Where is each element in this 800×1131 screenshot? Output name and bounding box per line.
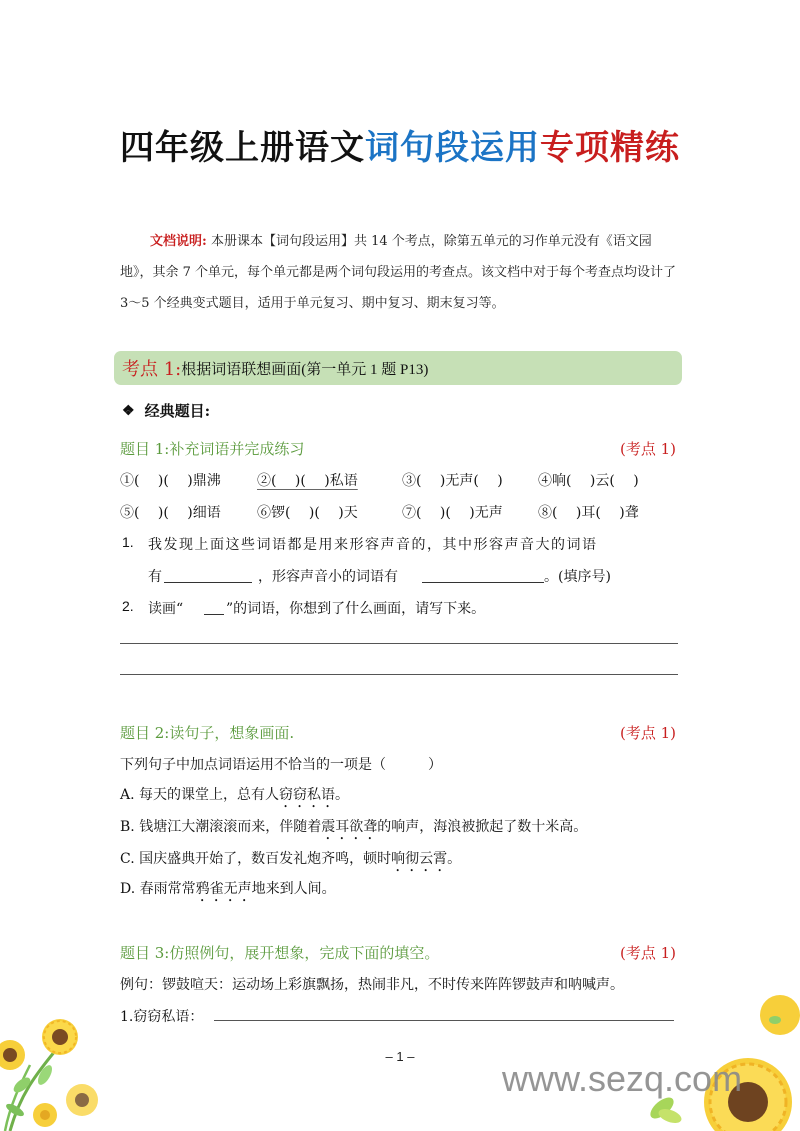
watermark: www.sezq.com xyxy=(502,1058,743,1099)
underline-sample xyxy=(204,600,224,615)
option-b[interactable] xyxy=(120,816,680,843)
question-2-tag: (考点 1) xyxy=(619,724,676,742)
option-c-prefix: C. 国庆盛典开始了，数百发礼炮齐鸣，顿时 xyxy=(120,851,392,867)
kaodian-label: 考点 1: xyxy=(122,359,182,380)
option-a-suffix: 。 xyxy=(335,787,350,803)
word-blank-1: ①( )( )鼎沸 xyxy=(120,473,221,489)
sunflower-left-icon xyxy=(0,1005,110,1131)
option-c[interactable] xyxy=(120,848,680,875)
answer-line-1[interactable] xyxy=(120,643,678,644)
question-2-title: 题目 2:读句子，想象画面. xyxy=(120,724,295,742)
word-blank-3: ③( )无声( ) xyxy=(402,473,503,489)
option-b-prefix: B. 钱塘江大潮滚滚而来，伴随着 xyxy=(120,819,322,835)
question-2-stem xyxy=(120,754,680,774)
question-3-title: 题目 3:仿照例句，展开想象，完成下面的填空。 xyxy=(120,944,440,962)
classic-questions-heading xyxy=(122,400,210,421)
question-3-answer-line[interactable] xyxy=(214,1020,674,1021)
question-1-header xyxy=(120,438,676,459)
q1-item-2-text-b: ”的词语，你想到了什么画面，请写下来。 xyxy=(226,601,486,617)
word-blank-8: ⑧( )耳( )聋 xyxy=(538,505,639,521)
option-c-dotted-word: 响彻云霄 xyxy=(391,851,448,867)
word-blank-5: ⑤( )( )细语 xyxy=(120,505,221,521)
q1-item-1-text-b: ，形容声音小的词语有 xyxy=(258,569,398,585)
option-d-dotted-word: 鸦雀无声 xyxy=(195,881,252,897)
question-3-header xyxy=(120,942,676,963)
document-description xyxy=(120,226,680,319)
kaodian-header-bar xyxy=(114,351,682,385)
classic-label: 经典题目: xyxy=(144,402,211,420)
option-a-dotted-word: 窃窃私语 xyxy=(279,787,336,803)
q1-item-1-number: 1. xyxy=(122,534,134,550)
question-3-example xyxy=(120,974,680,994)
title-part-practice: 专项精练 xyxy=(540,128,680,168)
question-1-title: 题目 1:补充词语并完成练习 xyxy=(120,440,305,458)
page-title xyxy=(0,120,800,169)
question-3-item-1 xyxy=(120,1006,680,1026)
word-blank-4: ④响( )云( ) xyxy=(538,473,639,489)
option-d[interactable] xyxy=(120,878,680,905)
description-text: 本册课本【词句段运用】共 14 个考点，除第五单元的习作单元没有《语文园地》，其余 7 个单元，每个单元都是两个词句段运用的考查点。该文档中对于每个考查点均设计了 3～5 个经典变式题目，适用于单元复习、期中复习、期末复习等。 xyxy=(120,234,677,311)
description-label: 文档说明: xyxy=(150,234,207,249)
diamond-bullet-icon: ❖ xyxy=(122,402,135,419)
q1-item-2-number: 2. xyxy=(122,598,134,614)
option-d-suffix: 地来到人间。 xyxy=(251,881,336,897)
kaodian-text: 根据词语联想画面(第一单元 1 题 P13) xyxy=(181,361,429,378)
q1-item-1-text-a: 有 xyxy=(148,569,162,585)
answer-blank-quiet[interactable] xyxy=(422,568,544,583)
page-number: – 1 – xyxy=(385,1049,415,1064)
question-1-tag: (考点 1) xyxy=(619,440,676,458)
title-part-grade: 四年级上册语文 xyxy=(120,128,365,168)
answer-line-2[interactable] xyxy=(120,674,678,675)
q1-item-2-text-a: 读画“ xyxy=(148,601,184,617)
option-b-dotted-word: 震耳欲聋 xyxy=(321,819,378,835)
option-d-prefix: D. 春雨常常 xyxy=(120,881,196,897)
word-blank-7: ⑦( )( )无声 xyxy=(402,505,503,521)
option-b-suffix: 的响声，海浪被掀起了数十米高。 xyxy=(377,819,588,835)
answer-blank-loud[interactable] xyxy=(164,568,252,583)
question-2-header xyxy=(120,722,676,743)
question-2-stem-text: 下列句子中加点词语运用不恰当的一项是（ ） xyxy=(120,757,442,773)
example-sentence: 例句：锣鼓喧天：运动场上彩旗飘扬，热闹非凡，不时传来阵阵锣鼓声和呐喊声。 xyxy=(120,977,624,993)
option-a-prefix: A. 每天的课堂上，总有人 xyxy=(120,787,280,803)
question-3-item-1-label: 1.窃窃私语： xyxy=(120,1009,204,1025)
word-blank-6: ⑥锣( )( )天 xyxy=(257,505,358,521)
question-3-tag: (考点 1) xyxy=(619,944,676,962)
option-a[interactable] xyxy=(120,784,680,811)
option-c-suffix: 。 xyxy=(447,851,462,867)
q1-item-1-text-c: 。(填序号) xyxy=(544,569,611,585)
word-blank-2: ②( )( )私语 xyxy=(257,473,358,489)
title-part-topic: 词句段运用 xyxy=(365,128,540,168)
q1-item-1-text: 我发现上面这些词语都是用来形容声音的，其中形容声音大的词语 xyxy=(148,537,598,553)
